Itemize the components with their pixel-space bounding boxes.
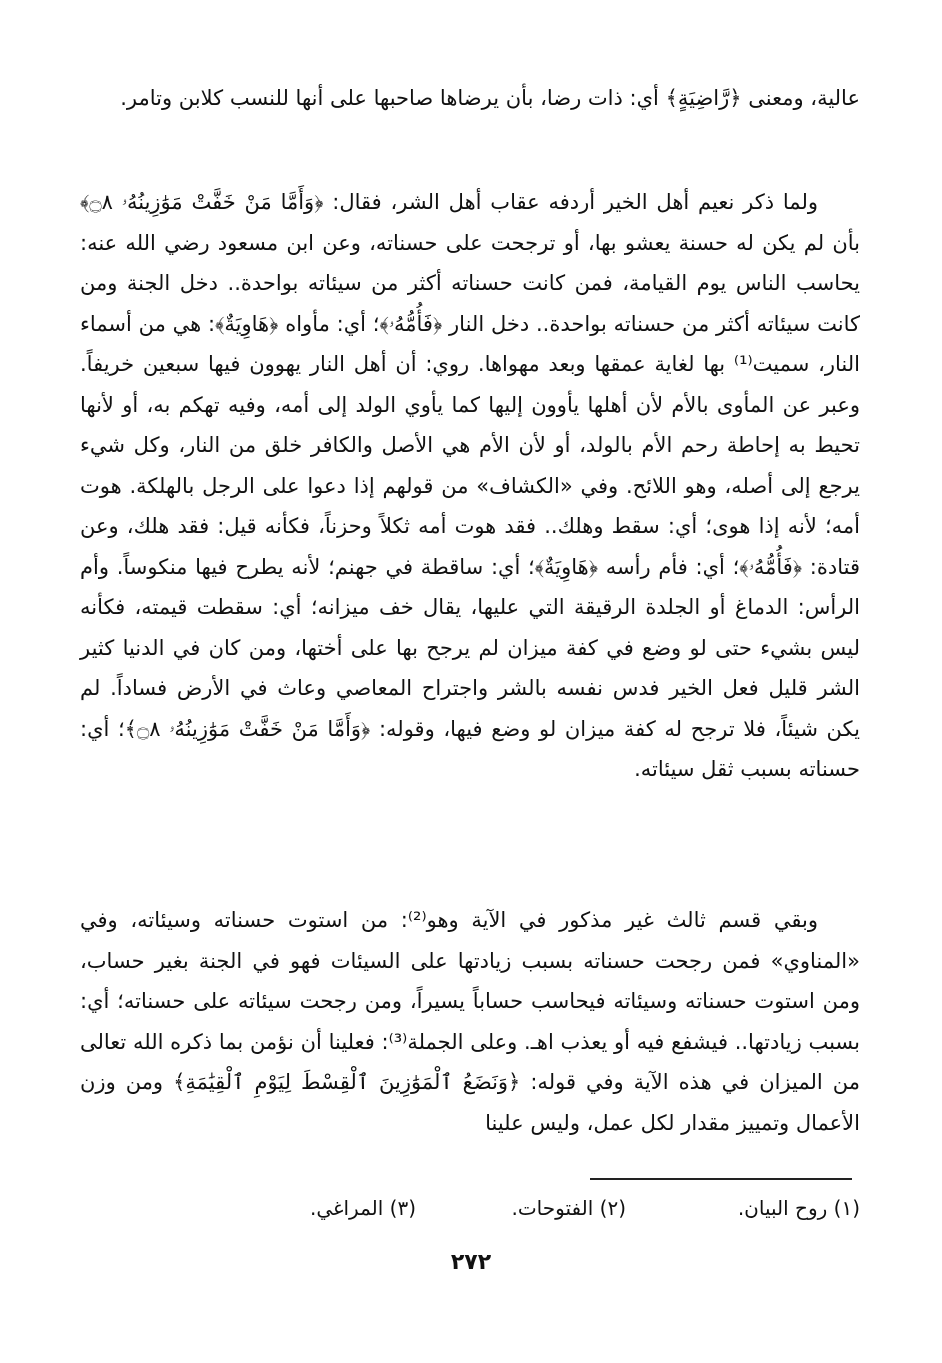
- footnotes: [180, 1196, 860, 1226]
- body-paragraph-1: [80, 78, 860, 119]
- footnote-2: (٢) الفتوحات.: [511, 1196, 626, 1220]
- paragraph-1-text: عالية، ومعنى ﴿رَّاضِيَةٍ﴾ أي: ذات رضا، بأن يرضاها صاحبها على أنها للنسب كلابن وتامر.: [120, 86, 860, 110]
- paragraph-3-text: وبقي قسم ثالث غير مذكور في الآية وهو⁽²⁾: من استوت حسناته وسيئاته، وفي «المناوي» فمن رجحت حسناته بسبب زيادتها على السيئات فهو في الجنة بغير حساب، ومن استوت حسناته وسيئاته فيحاسب حساباً يسيراً، ومن رجحت سيئاته على حسناته؛ أي: بسبب زيادتها.. فيشفع فيه أو يعذب اهـ. وعلى الجملة⁽³⁾: فعلينا أن نؤمن بما ذكره الله تعالى من الميزان في هذه الآية وفي قوله: ﴿وَنَضَعُ ٱلْمَوَٰزِينَ ٱلْقِسْطَ لِيَوْمِ ٱلْقِيَٰمَةِ﴾ ومن وزن الأعمال وتمييز مقدار لكل عمل، وليس علينا: [80, 908, 860, 1135]
- page-number: ٢٧٢: [450, 1250, 492, 1275]
- footnote-1: (١) روح البيان.: [737, 1196, 860, 1220]
- body-paragraph-2: [80, 182, 860, 790]
- footnote-3: (٣) المراغي.: [309, 1196, 416, 1220]
- paragraph-2-text: ولما ذكر نعيم أهل الخير أردفه عقاب أهل الشر، فقال: ﴿وَأَمَّا مَنْ خَفَّتْ مَوَٰزِينُهُۥ ۝٨﴾ بأن لم يكن له حسنة يعشو بها، أو ترجحت على حسناته، وعن ابن مسعود رضي الله عنه: يحاسب الناس يوم القيامة، فمن كانت حسناته أكثر من سيئاته بواحدة.. دخل الجنة ومن كانت سيئاته أكثر من حسناته بواحدة.. دخل النار ﴿فَأُمُّهُۥ﴾؛ أي: مأواه ﴿هَاوِيَةٌ﴾: هي من أسماء النار، سميت⁽¹⁾ بها لغاية عمقها وبعد مهواها. روي: أن أهل النار يهوون فيها سبعين خريفاً. وعبر عن المأوى بالأم لأن أهلها يأوون إليها كما يأوي الولد إلى أمه، وفيه تهكم به، أو لأنها تحيط به إحاطة رحم الأم بالولد، أو لأن الأم هي الأصل والكافر خلق من النار، وكل شيء يرجع إلى أصله، وهو اللائح. وفي «الكشاف» من قولهم إذا دعوا على الرجل بالهلكة. هوت أمه؛ لأنه إذا هوى؛ أي: سقط وهلك.. فقد هوت أمه ثكلاً وحزناً، فكأنه قيل: فقد هلك، وعن قتادة: ﴿فَأُمُّهُۥ﴾؛ أي: فأم رأسه ﴿هَاوِيَةٌ﴾؛ أي: ساقطة في جهنم؛ لأنه يطرح فيها منكوساً. وأم الرأس: الدماغ أو الجلدة الرقيقة التي عليها، يقال خف ميزانه؛ أي: سقطت قيمته، فكأنه ليس بشيء حتى لو وضع في كفة ميزان لم يرجح بها على أختها، ومن كان في الدنيا كثير الشر قليل فعل الخير فدس نفسه بالشر واجتراح المعاصي وعاث في الأرض فساداً. لم يكن شيئاً، فلا ترجح له كفة ميزان لو وضع فيها، وقوله: ﴿وَأَمَّا مَنْ خَفَّتْ مَوَٰزِينُهُۥ ۝٨﴾؛ أي: حسناته بسبب ثقل سيئاته.: [80, 190, 860, 781]
- body-paragraph-3: [80, 900, 860, 1143]
- footnote-divider: [590, 1178, 852, 1180]
